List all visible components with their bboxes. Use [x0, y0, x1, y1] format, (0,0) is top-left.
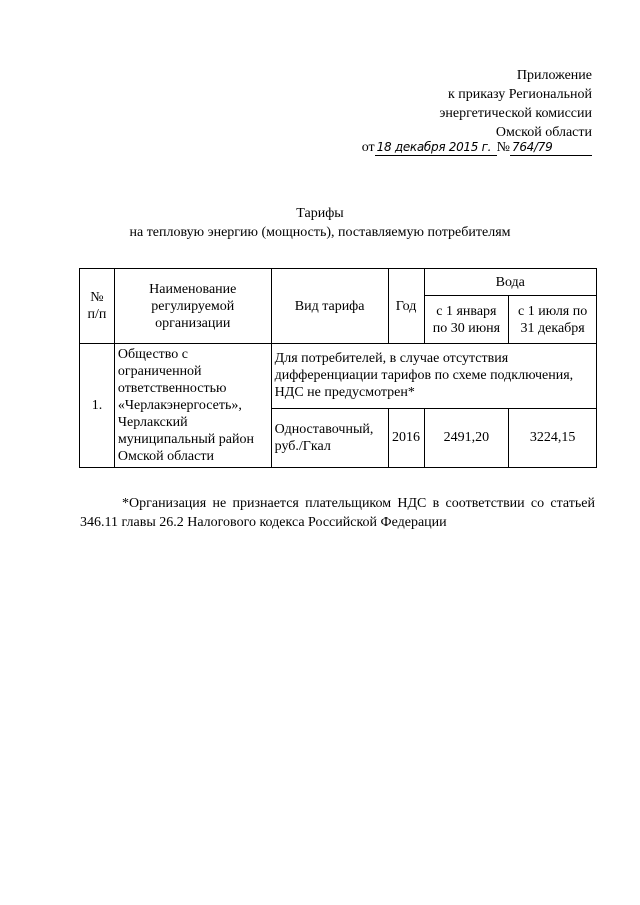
row-year: 2016	[388, 408, 424, 467]
row-value-2: 3224,15	[509, 408, 597, 467]
order-number-handwritten: 764/79	[510, 139, 592, 156]
order-number-label: №	[496, 140, 510, 155]
header-row-1	[80, 269, 597, 296]
order-reference	[362, 139, 592, 159]
header-org: Наименование регулируемой организации	[114, 269, 271, 344]
tariff-table	[79, 268, 597, 468]
title-main: Тарифы	[296, 206, 344, 221]
table-row	[80, 344, 597, 409]
appendix-title: Приложение	[516, 68, 592, 83]
row-value-1: 2491,20	[424, 408, 509, 467]
header-no: № п/п	[80, 269, 115, 344]
row-tariff-type: Одноставочный, руб./Гкал	[271, 408, 388, 467]
appendix-line-region: Омской области	[495, 125, 592, 140]
header-year: Год	[388, 269, 424, 344]
title-subtitle: на тепловую энергию (мощность), поставляемую потребителям	[129, 225, 511, 240]
order-date-handwritten: 18 декабря 2015 г.	[375, 139, 497, 156]
order-from-label: от	[361, 140, 375, 155]
appendix-header	[439, 66, 592, 142]
header-period-2: с 1 июля по 31 декабря	[509, 296, 597, 344]
row-no: 1.	[80, 344, 115, 468]
header-period-1: с 1 января по 30 июня	[424, 296, 509, 344]
header-tariff-type: Вид тарифа	[271, 269, 388, 344]
appendix-line-order: к приказу Региональной	[447, 87, 592, 102]
row-org: Общество с ограниченной ответственностью «Черлакэнергосеть», Черлакский муниципальный район Омской области	[114, 344, 271, 468]
document-title	[40, 204, 600, 242]
footnote: *Организация не признается плательщиком НДС в соответствии со статьей 346.11 главы 26.2 Налогового кодекса Российской Федерации	[80, 496, 595, 530]
header-water-group: Вода	[424, 269, 596, 296]
appendix-line-commission: энергетической комиссии	[439, 106, 592, 121]
row-note: Для потребителей, в случае отсутствия дифференциации тарифов по схеме подключения, НДС не предусмотрен*	[271, 344, 596, 409]
